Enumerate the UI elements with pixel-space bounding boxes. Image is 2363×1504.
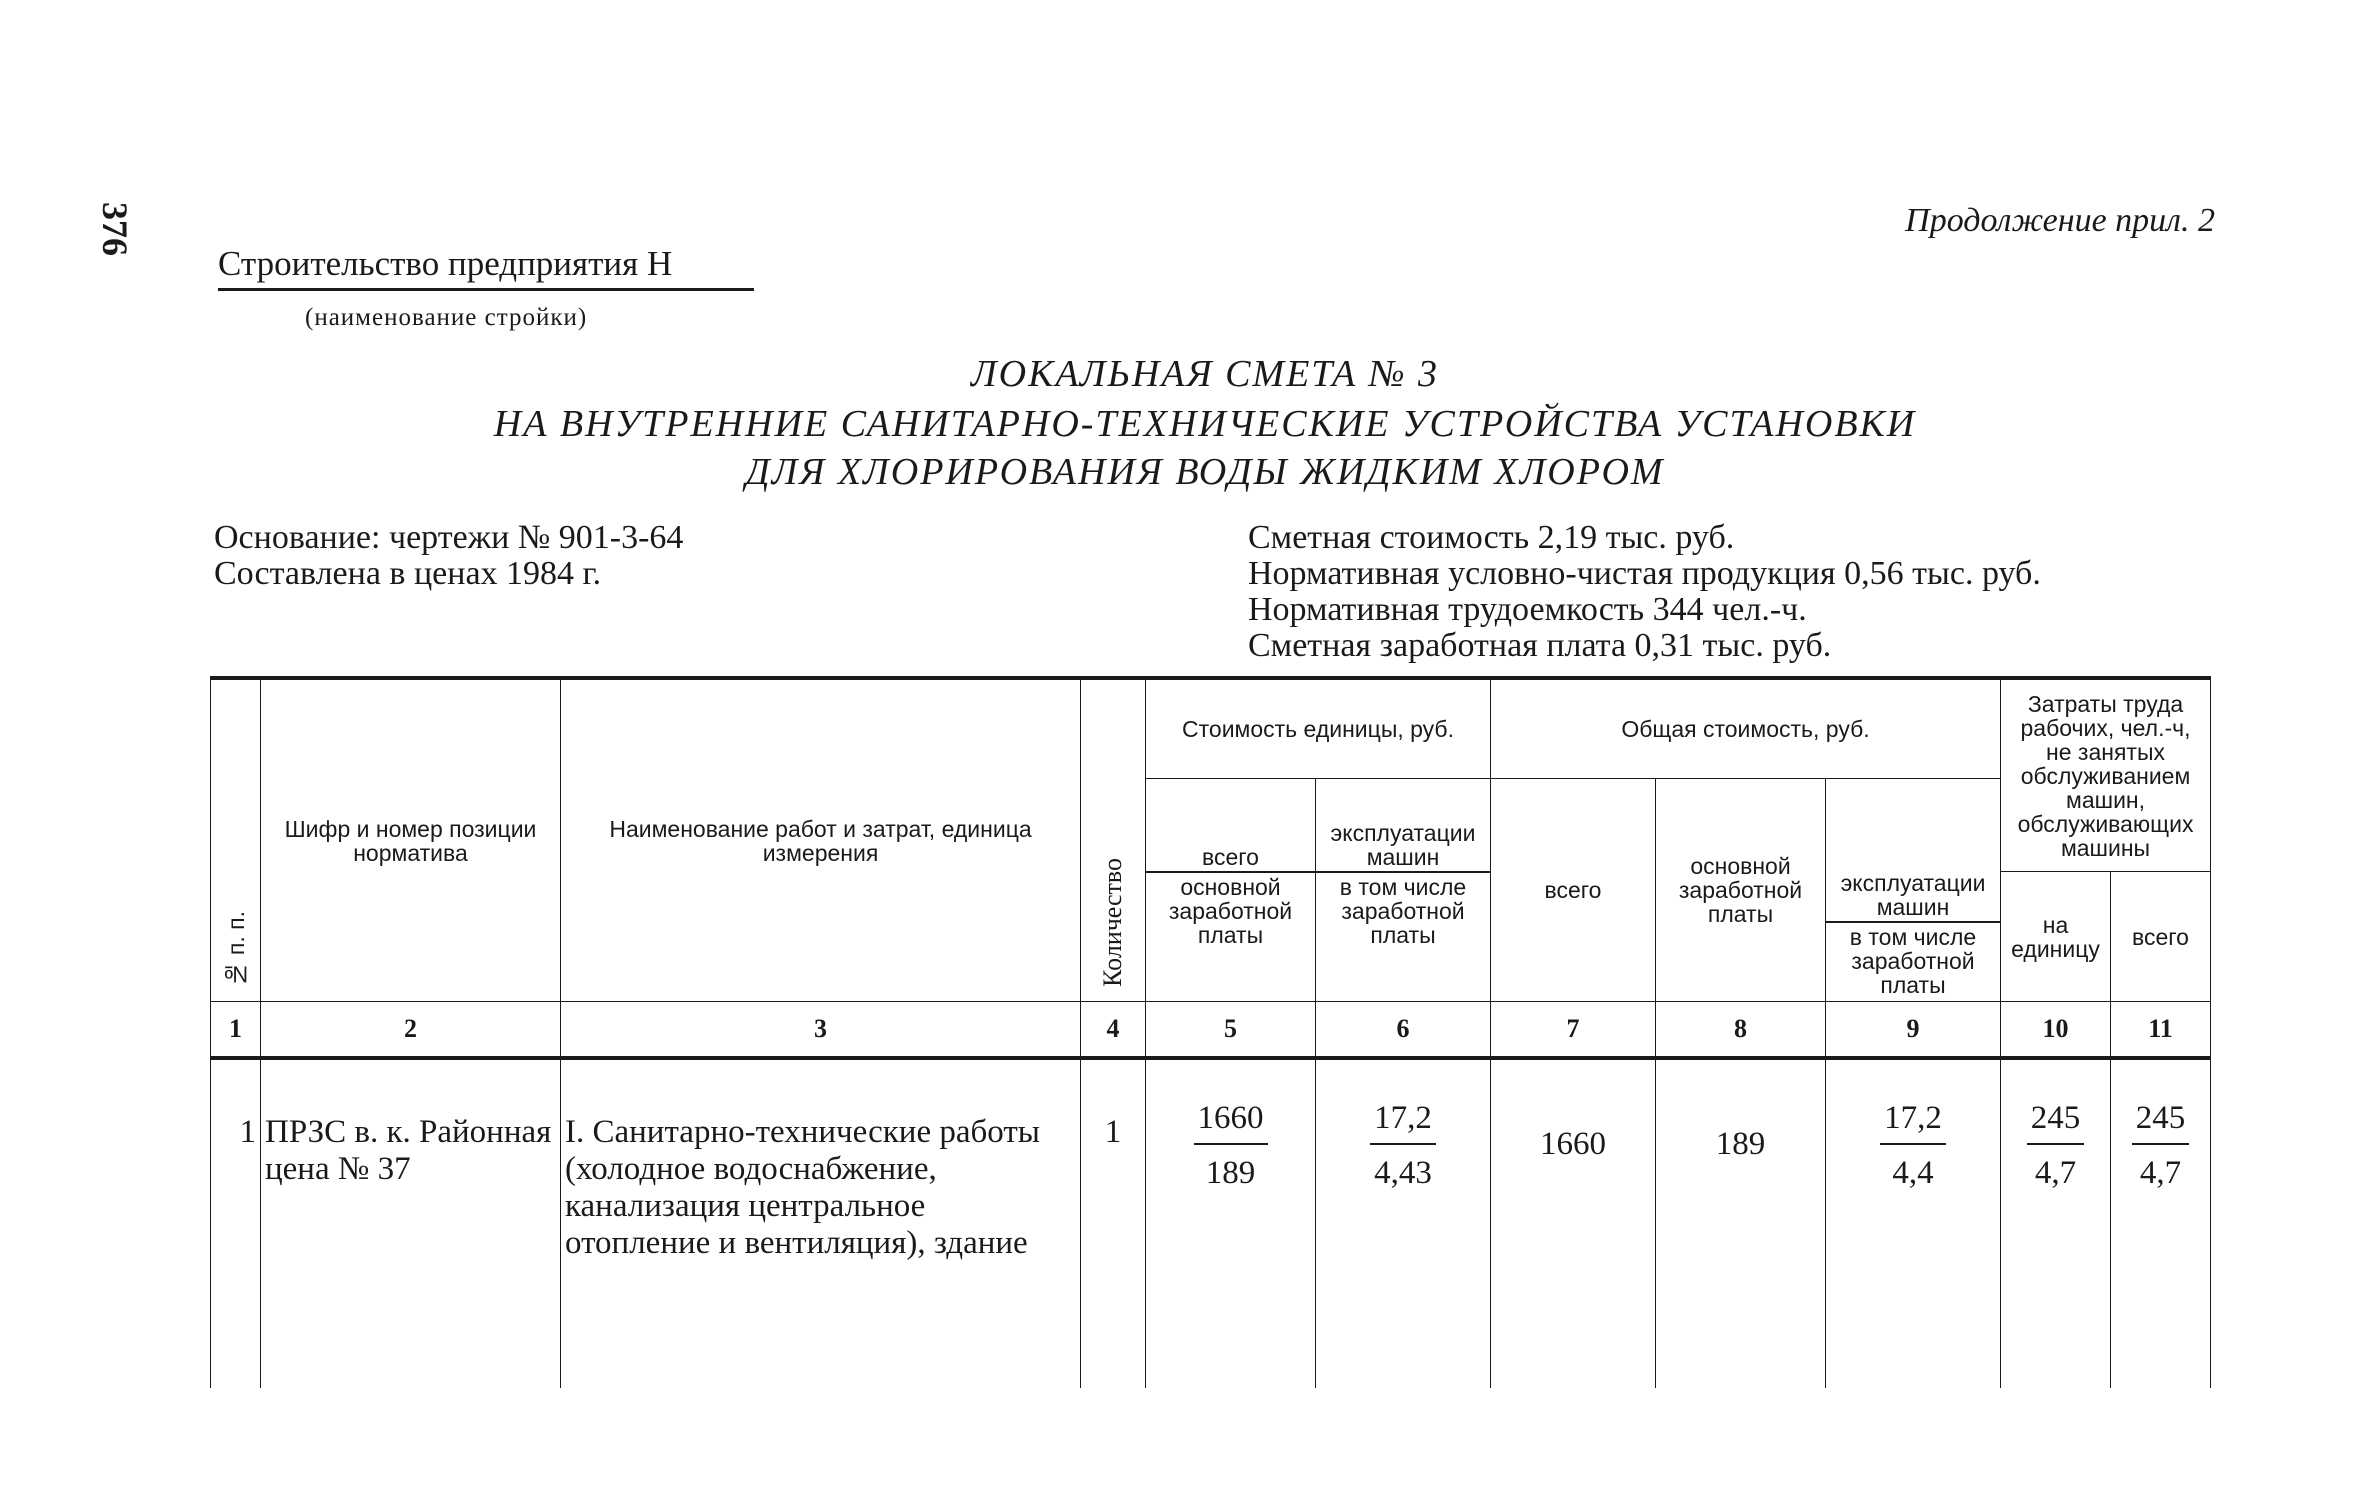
continuation-note: Продолжение прил. 2 [1905,202,2215,239]
row-total-main-salary: 189 [1656,1058,1826,1388]
column-number: 1 [211,1002,261,1059]
normative-production: Нормативная условно-чистая продукция 0,56 тыс. руб. [1248,555,2041,592]
estimated-cost: Сметная стоимость 2,19 тыс. руб. [1248,519,1735,556]
column-number: 8 [1656,1002,1826,1059]
row-total-all: 1660 [1491,1058,1656,1388]
basis-text: Основание: чертежи № 901-3-64 [214,519,684,556]
column-number: 2 [261,1002,561,1059]
column-number: 6 [1316,1002,1491,1059]
header-unit-main-salary: основной заработной платы [1146,872,1316,1002]
header-labor-total: всего [2111,872,2211,1002]
row-work-name: I. Санитарно-технические работы (холодное водоснабжение, канализация центральное отопление и вентиляция), здание [561,1058,1081,1388]
header-total-machine-salary: в том числе заработной платы [1826,922,2001,1002]
header-code: Шифр и номер позиции норматива [261,678,561,1002]
estimate-table-wrapper [210,676,2210,1456]
header-total-machines: эксплуатации машин [1826,778,2001,922]
header-labor: Затраты труда рабочих, чел.-ч, не занятых обслуживанием машин, обслуживающих машины [2001,678,2211,872]
table-row [211,1058,2211,1388]
normative-labor: Нормативная трудоемкость 344 чел.-ч. [1248,591,1807,628]
estimate-table [210,676,2211,1388]
header-total-main-salary: основной заработной платы [1656,778,1826,1002]
header-total-cost: Общая стоимость, руб. [1491,678,2001,778]
row-number: 1 [211,1058,261,1388]
column-number: 5 [1146,1002,1316,1059]
row-code: ПРЗС в. к. Районная цена № 37 [261,1058,561,1388]
row-total-machines: $\frac{17,2}{4,4}$ [1826,1058,2001,1388]
column-number: 9 [1826,1002,2001,1059]
header-unit-cost: Стоимость единицы, руб. [1146,678,1491,778]
column-number: 3 [561,1002,1081,1059]
document-title-line3: ДЛЯ ХЛОРИРОВАНИЯ ВОДЫ ЖИДКИМ ХЛОРОМ [745,451,1665,493]
document-title-line1: ЛОКАЛЬНАЯ СМЕТА № 3 [970,353,1440,395]
header-total-all: всего [1491,778,1656,1002]
estimated-salary: Сметная заработная плата 0,31 тыс. руб. [1248,627,1832,664]
column-number: 10 [2001,1002,2111,1059]
row-unit-machines: $\frac{17,2}{4,43}$ [1316,1058,1491,1388]
header-unit-total: всего [1146,778,1316,872]
prices-text: Составлена в ценах 1984 г. [214,555,602,592]
header-work-name: Наименование работ и затрат, единица измерения [561,678,1081,1002]
project-name: Строительство предприятия Н [218,244,754,291]
document-title-line2: НА ВНУТРЕННИЕ САНИТАРНО-ТЕХНИЧЕСКИЕ УСТРОЙСТВА УСТАНОВКИ [493,403,1917,445]
column-number: 7 [1491,1002,1656,1059]
header-unit-machines: эксплуатации машин [1316,778,1491,872]
column-number: 4 [1081,1002,1146,1059]
row-labor-total: $\frac{245}{4,7}$ [2111,1058,2211,1388]
header-labor-unit: на единицу [2001,872,2111,1002]
header-quantity: Количество [1081,678,1146,1002]
page-number: 376 [95,202,135,256]
column-number: 11 [2111,1002,2211,1059]
header-row-number: № п. п. [211,678,261,1002]
row-quantity: 1 [1081,1058,1146,1388]
project-caption: (наименование стройки) [305,304,588,331]
row-labor-unit: $\frac{245}{4,7}$ [2001,1058,2111,1388]
row-unit-total: $\frac{1660}{189}$ [1146,1058,1316,1388]
header-unit-machine-salary: в том числе заработной платы [1316,872,1491,1002]
